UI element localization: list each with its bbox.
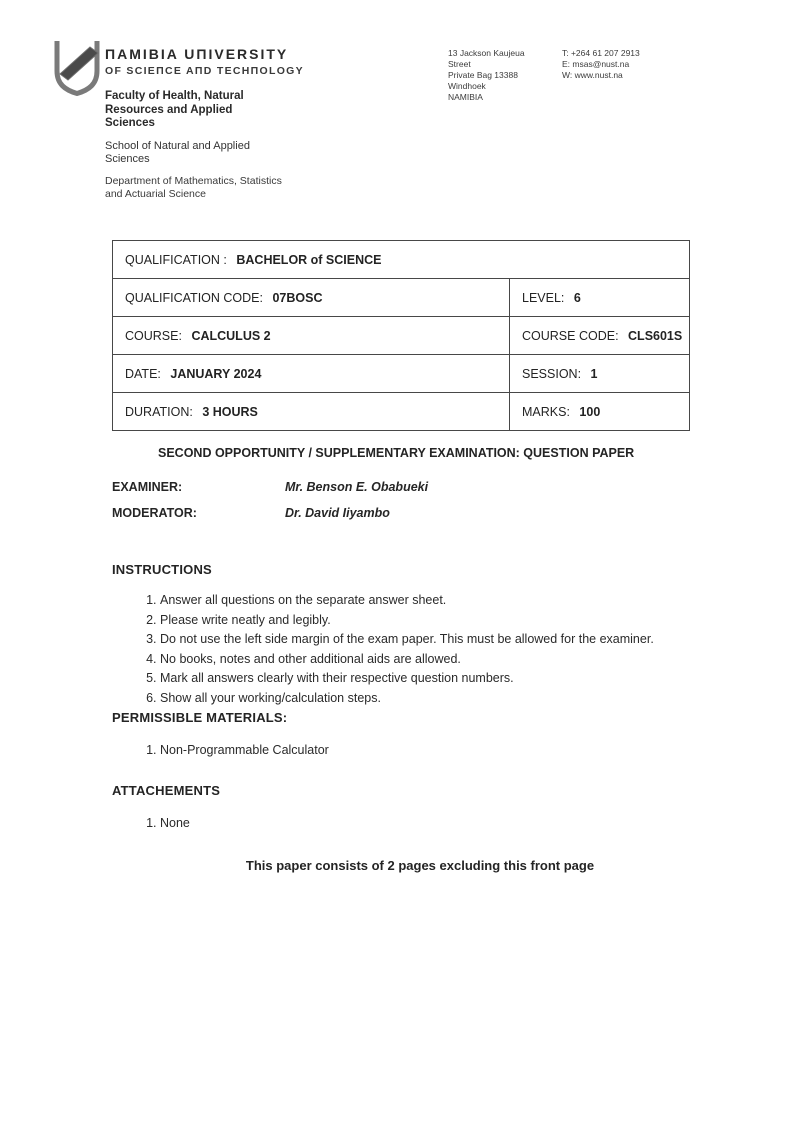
qualification-label: QUALIFICATION : [125, 252, 227, 267]
qualification-code-value: 07BOSC [272, 290, 323, 305]
exam-type-title: SECOND OPPORTUNITY / SUPPLEMENTARY EXAMINATION: QUESTION PAPER [158, 446, 635, 460]
address-line: 13 Jackson Kaujeua Street [448, 48, 525, 70]
university-subtitle: OF SCIEΠCE AΠD TECHΠOLOGY [105, 65, 304, 77]
qualification-value: BACHELOR of SCIENCE [236, 252, 382, 267]
list-item: 1. Non-Programmable Calculator [160, 741, 329, 760]
page-count-note: This paper consists of 2 pages excluding this front page [245, 858, 595, 873]
course-code-value: CLS601S [628, 328, 683, 343]
session-value: 1 [590, 366, 598, 381]
list-item: 4. No books, notes and other additional aids are allowed. [160, 650, 654, 669]
address-line: Private Bag 13388 [448, 70, 518, 81]
school-name: School of Natural and Applied Sciences [105, 139, 250, 165]
session-cell [510, 355, 690, 393]
permissible-materials-list [112, 741, 329, 760]
level-cell [510, 279, 690, 317]
list-item: 1. None [160, 814, 220, 833]
instructions-section [112, 562, 654, 708]
attachments-list [112, 814, 220, 833]
course-code-cell [510, 317, 690, 355]
duration-label: DURATION: [125, 404, 193, 419]
duration-value: 3 HOURS [202, 404, 258, 419]
course-cell [113, 317, 510, 355]
contact-block [448, 48, 640, 103]
date-value: JANUARY 2024 [170, 366, 262, 381]
marks-label: MARKS: [522, 404, 570, 419]
university-name: ΠAMIBIA UΠIVERSITY [105, 46, 289, 62]
list-item: 1. Answer all questions on the separate answer sheet. [160, 591, 654, 610]
attachments-section [112, 783, 220, 834]
marks-value: 100 [579, 404, 601, 419]
university-identity [105, 46, 304, 200]
examiner-row [112, 480, 428, 494]
qualification-code-label: QUALIFICATION CODE: [125, 290, 263, 305]
table-row [113, 393, 690, 431]
table-row [113, 355, 690, 393]
phone-line: T: +264 61 207 2913 [562, 48, 640, 58]
table-row [113, 241, 690, 279]
moderator-label: MODERATOR: [112, 506, 197, 520]
table-row [113, 317, 690, 355]
qualification-cell [113, 241, 690, 279]
course-label: COURSE: [125, 328, 182, 343]
address-line: Windhoek [448, 81, 486, 92]
exam-details-table [112, 240, 690, 431]
list-item: 3. Do not use the left side margin of the exam paper. This must be allowed for the examiner. [160, 630, 654, 649]
duration-cell [113, 393, 510, 431]
instructions-list [112, 591, 654, 707]
department-name: Department of Mathematics, Statistics and Actuarial Science [105, 175, 282, 200]
level-label: LEVEL: [522, 290, 565, 305]
qualification-code-cell [113, 279, 510, 317]
date-cell [113, 355, 510, 393]
moderator-row [112, 506, 428, 520]
attachments-heading: ATTACHEMENTS [112, 783, 221, 798]
faculty-name: Faculty of Health, Natural Resources and Applied Sciences [105, 90, 244, 130]
examiner-name: Mr. Benson E. Obabueki [285, 480, 429, 494]
level-value: 6 [573, 290, 581, 305]
table-row [113, 279, 690, 317]
permissible-materials-section [112, 710, 329, 761]
moderator-name: Dr. David Iiyambo [285, 506, 390, 520]
session-label: SESSION: [522, 366, 582, 381]
course-code-label: COURSE CODE: [522, 328, 619, 343]
postal-address [448, 48, 548, 103]
date-label: DATE: [125, 366, 161, 381]
contact-details [562, 48, 640, 103]
permissible-materials-heading: PERMISSIBLE MATERIALS: [112, 710, 288, 725]
instructions-heading: INSTRUCTIONS [112, 562, 212, 577]
examiner-label: EXAMINER: [112, 480, 183, 494]
email-line: E: msas@nust.na [562, 59, 630, 70]
list-item: 6. Show all your working/calculation steps. [160, 689, 654, 708]
website-line: W: www.nust.na [562, 70, 623, 81]
list-item: 5. Mark all answers clearly with their respective question numbers. [160, 669, 654, 688]
list-item: 2. Please write neatly and legibly. [160, 611, 654, 630]
course-value: CALCULUS 2 [191, 328, 271, 343]
nust-shield-logo-icon [50, 38, 104, 96]
address-line: NAMIBIA [448, 92, 483, 103]
staff-block [112, 480, 428, 532]
marks-cell [510, 393, 690, 431]
